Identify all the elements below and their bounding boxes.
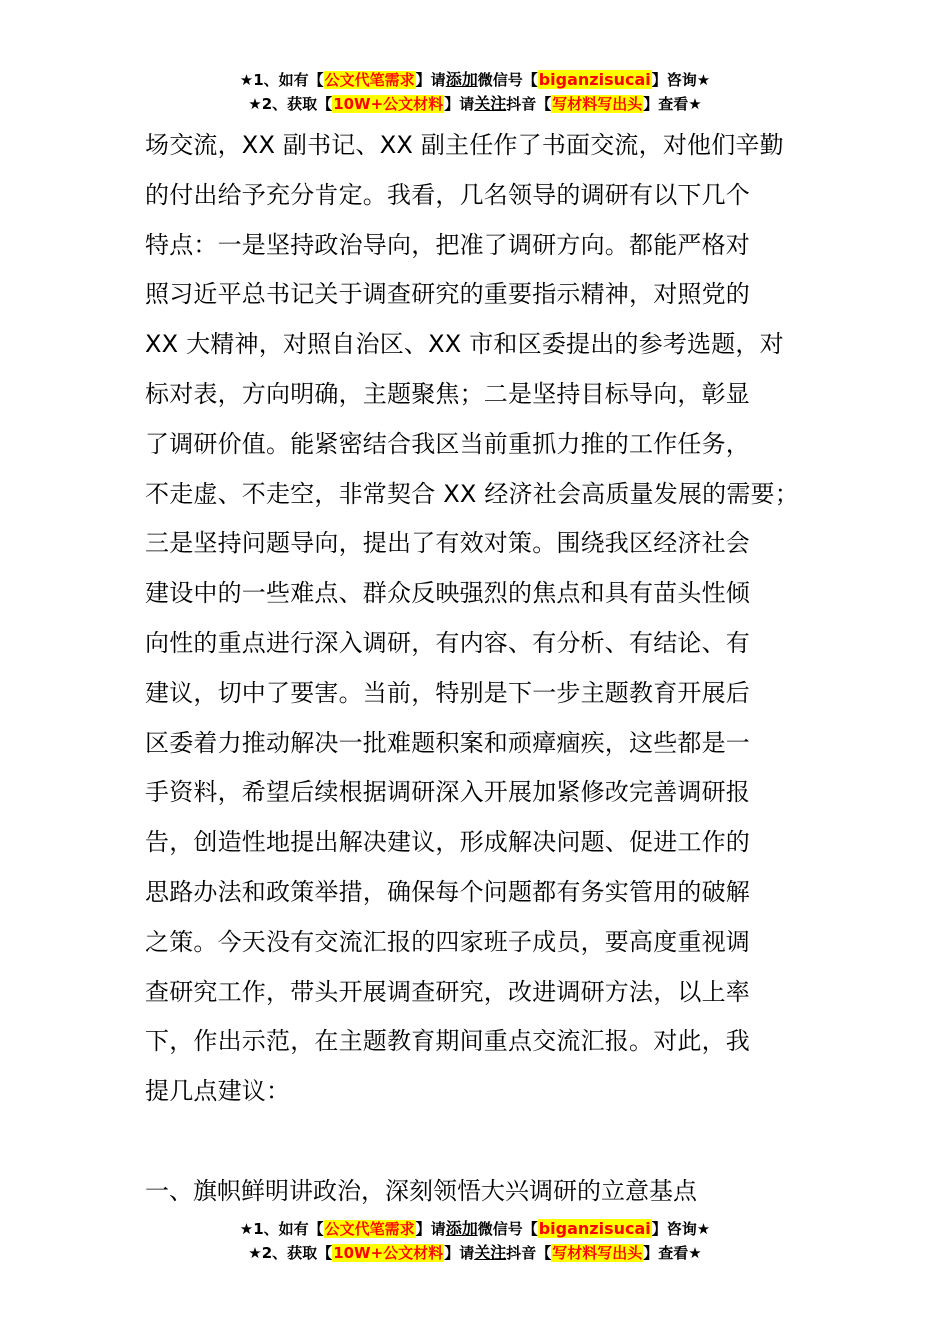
body-line: 建设中的一些难点、群众反映强烈的焦点和具有苗头性倾 <box>145 579 750 608</box>
header-banner-line-1 <box>0 68 950 92</box>
section-heading: 一、旗帜鲜明讲政治，深刻领悟大兴调研的立意基点 <box>145 1177 697 1205</box>
banner-highlight: 公文代笔需求 <box>324 1220 415 1238</box>
body-line: 告，创造性地提出解决建议，形成解决问题、促进工作的 <box>145 828 750 857</box>
body-line: 提几点建议： <box>145 1077 291 1106</box>
banner-text: 】查看★ <box>643 95 702 113</box>
banner-text: 】咨询★ <box>651 71 711 89</box>
body-line: 照习近平总书记关于调查研究的重要指示精神，对照党的 <box>145 280 750 309</box>
banner-highlight: 10W+公文材料 <box>333 1244 444 1262</box>
footer-banner <box>0 1217 950 1265</box>
footer-banner-line-1 <box>0 1217 950 1241</box>
body-line: 的付出给予充分肯定。我看，几名领导的调研有以下几个 <box>145 180 750 209</box>
body-line: 标对表，方向明确，主题聚焦；二是坚持目标导向，彰显 <box>145 379 750 408</box>
banner-text: 抖音【 <box>506 1244 552 1262</box>
banner-highlight-wechat-id: biganzisucai <box>538 70 651 89</box>
banner-text: 】请 <box>444 95 475 113</box>
body-line: 下，作出示范，在主题教育期间重点交流汇报。对此，我 <box>145 1027 750 1056</box>
banner-text: ★2、获取【 <box>248 1244 333 1262</box>
body-line: 场交流，XX 副书记、XX 副主任作了书面交流，对他们辛勤 <box>145 131 784 159</box>
banner-highlight-wechat-id: biganzisucai <box>538 1219 651 1238</box>
banner-text: 微信号【 <box>477 1220 538 1238</box>
body-line: 了调研价值。能紧密结合我区当前重抓力推的工作任务， <box>145 429 750 458</box>
body-line: 之策。今天没有交流汇报的四家班子成员，要高度重视调 <box>145 927 750 956</box>
banner-text: ★1、如有【 <box>239 71 324 89</box>
banner-text: 】咨询★ <box>651 1220 711 1238</box>
header-banner-line-2 <box>0 92 950 116</box>
banner-highlight: 公文代笔需求 <box>324 71 415 89</box>
banner-underlined: 关注 <box>474 94 507 113</box>
banner-text: 】请 <box>444 1244 475 1262</box>
body-line: 向性的重点进行深入调研，有内容、有分析、有结论、有 <box>145 628 750 657</box>
banner-text: 抖音【 <box>506 95 552 113</box>
body-line: 不走虚、不走空，非常契合 XX 经济社会高质量发展的需要； <box>145 479 799 508</box>
banner-underlined: 添加 <box>445 70 478 89</box>
banner-text: ★2、获取【 <box>248 95 333 113</box>
banner-text: 】请 <box>415 71 446 89</box>
banner-text: ★1、如有【 <box>239 1220 324 1238</box>
body-line: 思路办法和政策举措，确保每个问题都有务实管用的破解 <box>145 877 750 906</box>
banner-underlined: 添加 <box>445 1219 478 1238</box>
header-banner <box>0 68 950 116</box>
banner-text: 】请 <box>415 1220 446 1238</box>
body-line: 区委着力推动解决一批难题积案和顽瘴痼疾，这些都是一 <box>145 728 750 757</box>
body-line: 手资料，希望后续根据调研深入开展加紧修改完善调研报 <box>145 778 750 807</box>
body-line: XX 大精神，对照自治区、XX 市和区委提出的参考选题，对 <box>145 330 784 359</box>
banner-highlight: 写材料写出头 <box>552 95 643 113</box>
banner-highlight: 写材料写出头 <box>552 1244 643 1262</box>
body-line: 三是坚持问题导向，提出了有效对策。围绕我区经济社会 <box>145 529 750 558</box>
body-line: 特点：一是坚持政治导向，把准了调研方向。都能严格对 <box>145 230 750 259</box>
banner-highlight: 10W+公文材料 <box>333 95 444 113</box>
body-line: 查研究工作，带头开展调查研究，改进调研方法，以上率 <box>145 977 750 1006</box>
banner-text: 微信号【 <box>477 71 538 89</box>
footer-banner-line-2 <box>0 1241 950 1265</box>
banner-underlined: 关注 <box>474 1243 507 1262</box>
banner-text: 】查看★ <box>643 1244 702 1262</box>
body-line: 建议，切中了要害。当前，特别是下一步主题教育开展后 <box>145 678 750 707</box>
document-body <box>145 121 845 1117</box>
